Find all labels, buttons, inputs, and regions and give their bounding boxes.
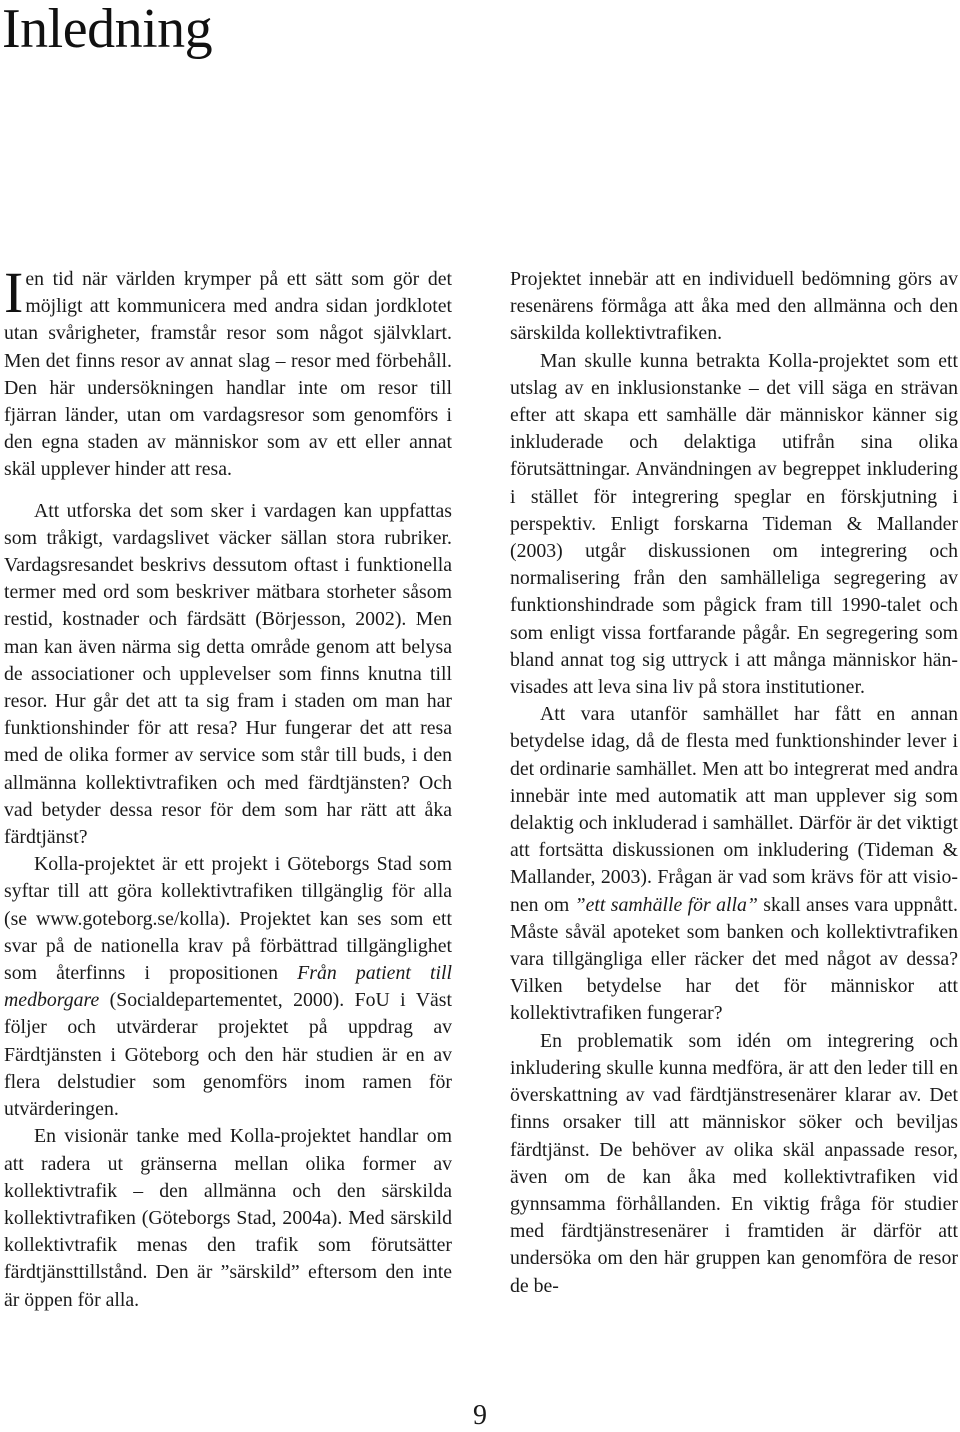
body-text: (Socialdepartementet, 2000). FoU i Väst följer och utvärderar projektet på uppdrag av Färdtjänsten i Göteborg och den här studien är en av flera delstudier som genomförs inom ramen för utvärderingen.: [4, 989, 452, 1121]
body-text: Kolla-projektet är ett projekt i Göteborgs Stad som syftar till att göra kollektivtrafiken tillgänglig för alla (se www.goteborg.se/kolla). Projektet kan ses som ett svar på de nationella krav på förbättrad tillgänglighet som återfinns i propositionen: [4, 853, 452, 985]
body-paragraph: En problematik som idén om integrering och inkludering skulle kunna medföra, är att den leder till en överskattning av vad färdtjänstresenärer klarar av. Det finns orsaker till att människor söker och beviljas färdtjänst. De behöver av olika skäl anpassade resor, även om de kan åka med kollektivtrafiken vid gynnsamma förhållanden. En viktig fråga för studier med färdtjänstresenärer i framtiden är därför att undersöka om den här gruppen kan genomföra de resor de be-: [510, 1029, 958, 1297]
body-paragraph: En visionär tanke med Kolla-projektet handlar om att radera ut gränserna mellan olika former av kollektivtrafik – den allmänna och den särskilda kollektivtrafiken (Göteborgs Stad, 2004a). Med särskild kollektivtrafik menas den trafik som förutsätter färdtjänsttillstånd. Den är ”särskild” eftersom den inte är öppen för alla.: [4, 1125, 452, 1311]
page-number: 9: [473, 1400, 487, 1431]
body-paragraph: Man skulle kunna betrakta Kolla-projektet som ett utslag av en inklusionstanke – det vill säga en strävan efter att skapa ett samhälle där människor känner sig inkluderade och delaktiga utifrån sina olika förutsättningar. Användningen av begreppet inkludering i stället för integrering speglar en förskjutning i perspektiv. Enligt forskarna Tideman & Mallander (2003) utgår diskussionen om integrering och normalisering från den samhälleliga segregering av funktionshindrade som pågick fram till 1990-talet och som enligt vissa fortfarande pågår. En segregering som bland annat tog sig uttryck i att många människor hänvisades att leva sina liv på stora institutioner.: [510, 349, 958, 699]
body-paragraph: Projektet innebär att en individuell bedömning görs av resenärens förmåga att åka med den allmänna och den särskilda kollektivtrafiken.: [510, 268, 958, 345]
publication-title: Från patient till medborgare: [4, 962, 452, 1012]
left-column: [4, 260, 452, 1314]
intro-paragraph-text: en tid när världen krymper på ett sätt som gör det möjligt att kommunicera med andra sidan jordklotet utan svårigheter, framstår resor som något självklart. Men det finns resor av annat slag – resor med förbehåll. Den här undersökningen handlar inte om resor till fjärran länder, utan om vardagsresor som genomförs i den egna staden av människor som av ett eller annat skäl upplever hinder att resa.: [4, 268, 452, 481]
body-paragraph: [510, 701, 958, 1027]
page-title: Inledning: [2, 0, 213, 60]
right-column: [510, 266, 958, 1300]
body-paragraph: Att utforska det som sker i vardagen kan uppfattas som tråkigt, vardagslivet väcker sällan stora rubriker. Vardagsresandet beskrivs dessutom oftast i funktionella termer med ord som beskriver mätbara storheter såsom restid, kostnader och färdsätt (Börjesson, 2002). Men man kan även närma sig detta område genom att belysa de associationer och upplevelser som finns knutna till resor. Hur går det att ta sig fram i staden om man har funktionshinder för att resa? Hur fungerar det att resa med de olika former av service som står till buds, i den allmänna kollektivtrafiken och med färdtjänsten? Och vad betyder dessa resor för dem som har rätt att åka färdtjänst?: [4, 499, 452, 849]
body-paragraph: [4, 851, 452, 1123]
emphasized-quote: ”ett samhälle för alla”: [574, 893, 758, 916]
intro-paragraph: [4, 260, 452, 484]
body-text: skall anses vara uppnått. Måste såväl apoteket som banken och kollektivtrafiken vara tillgängliga eller räcker det med något av dessa? Vilken betydelse har det för människor att kollektivtrafiken fungerar?: [510, 893, 958, 1025]
drop-cap: I: [4, 260, 24, 325]
body-text: Att vara utanför samhället har fått en annan betydelse idag, då de flesta med funktionshinder lever i det ordinarie samhället. Men att bo integrerat med andra innebär inte med automatik att man upplever sig som delaktig och inkluderad i samhället. Därför är det viktigt att fortsätta diskussionen om inkludering (Tideman & Mallander, 2003). Frågan är vad som krävs för att visionen om: [510, 703, 958, 916]
